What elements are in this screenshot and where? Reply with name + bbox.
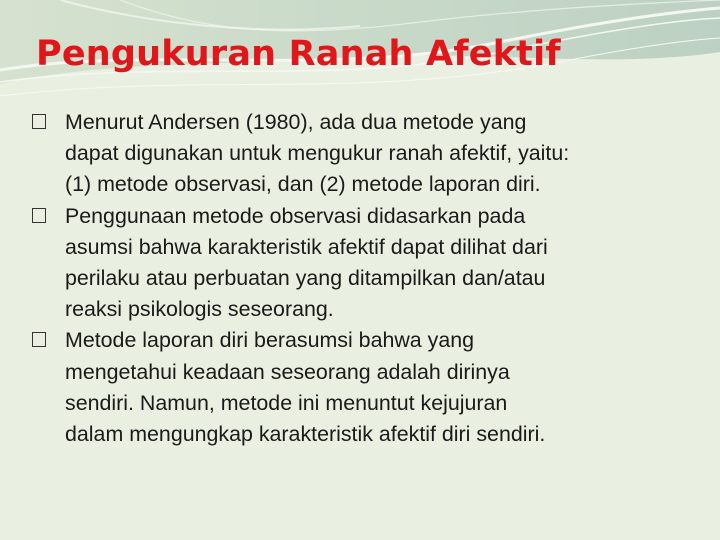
bullet-item bbox=[30, 201, 700, 326]
text-line: asumsi bahwa karakteristik afektif dapat dilihat dari bbox=[65, 234, 548, 259]
text-line: Metode laporan diri berasumsi bahwa yang bbox=[65, 328, 475, 353]
square-box-bullet-icon bbox=[32, 332, 46, 347]
bullet-item bbox=[30, 107, 700, 201]
text-line: Menurut Andersen (1980), ada dua metode yang bbox=[65, 110, 527, 134]
text-line: sendiri. Namun, metode ini menuntut kejujuran bbox=[65, 390, 508, 415]
text-line: mengetahui keadaan seseorang adalah dirinya bbox=[65, 359, 510, 384]
text-line: dapat digunakan untuk mengukur ranah afektif, yaitu: bbox=[65, 141, 570, 166]
text-line: reaksi psikologis seseorang. bbox=[65, 297, 334, 322]
bullet-item bbox=[30, 325, 700, 450]
text-line: perilaku atau perbuatan yang ditampilkan dan/atau bbox=[65, 266, 546, 291]
text-line: Penggunaan metode observasi didasarkan pada bbox=[65, 203, 526, 228]
bullet-list bbox=[30, 107, 700, 450]
square-box-bullet-icon bbox=[32, 114, 46, 129]
text-line: (1) metode observasi, dan (2) metode laporan diri. bbox=[65, 172, 541, 197]
slide-title: Pengukuran Ranah Afektif bbox=[36, 34, 561, 74]
square-box-bullet-icon bbox=[32, 208, 46, 223]
text-line: dalam mengungkap karakteristik afektif diri sendiri. bbox=[65, 422, 546, 447]
